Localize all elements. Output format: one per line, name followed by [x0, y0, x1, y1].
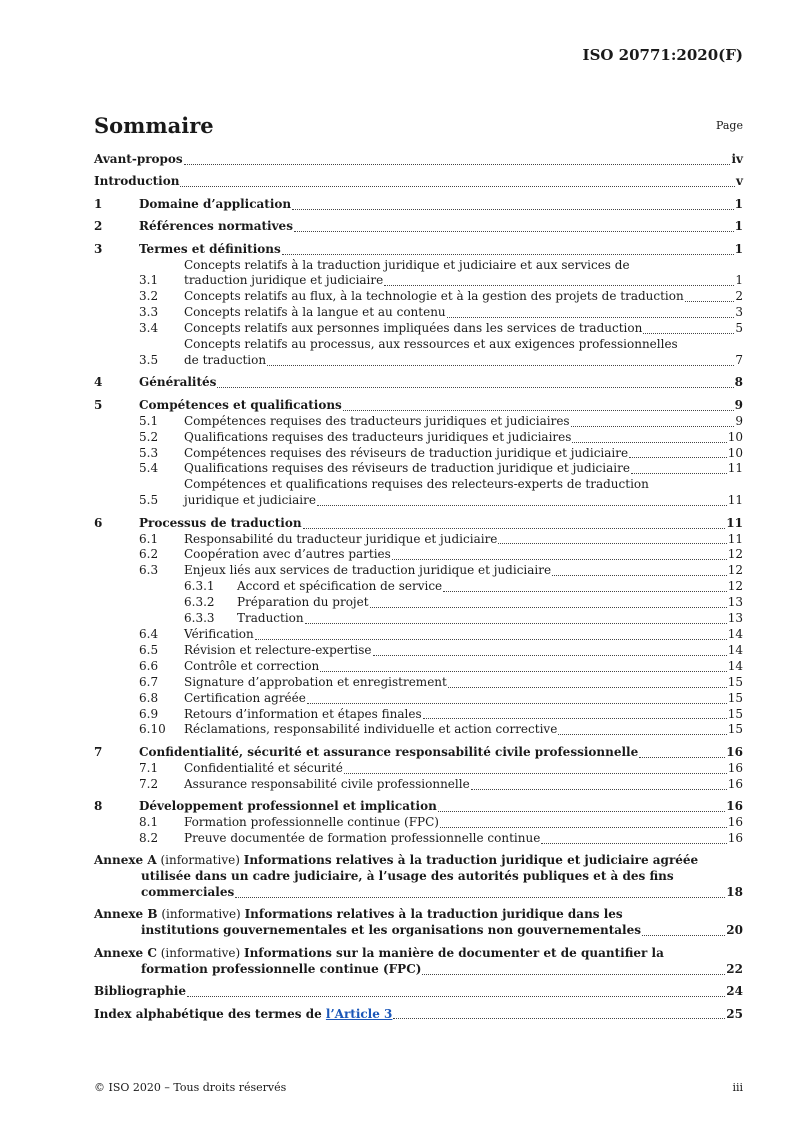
toc-entry-6-9[interactable]: 6.9 Retours d’information et étapes finales 15	[139, 706, 743, 721]
toc-entry-3-3[interactable]: 3.3 Concepts relatifs à la langue et au contenu 3	[139, 305, 743, 320]
toc-entry-6-3-3[interactable]: 6.3.3 Traduction 13	[184, 611, 743, 626]
toc-entry-5[interactable]: 5 Compétences et qualifications 9	[94, 397, 743, 412]
toc-entry-1[interactable]: 1 Domaine d’application 1	[94, 196, 743, 211]
toc-entry-bibliographie[interactable]: Bibliographie 24	[94, 984, 743, 999]
page-title: Sommaire	[94, 113, 214, 138]
toc-entry-6-6[interactable]: 6.6 Contrôle et correction 14	[139, 658, 743, 673]
table-of-contents	[94, 152, 743, 1022]
toc-entry-5-5[interactable]: 5.5 Compétences et qualifications requises des relecteurs-experts de traduction juridique et judiciaire 11	[139, 477, 743, 508]
toc-entry-3-4[interactable]: 3.4 Concepts relatifs aux personnes impliquées dans les services de traduction 5	[139, 321, 743, 336]
toc-entry-5-4[interactable]: 5.4 Qualifications requises des réviseurs de traduction juridique et judiciaire 11	[139, 461, 743, 476]
toc-entry-annex-b[interactable]: Annexe B (informative) Informations relatives à la traduction juridique dans les institutions gouvernementales et les organisations non gouvernementales 20	[94, 907, 743, 938]
toc-entry-6-4[interactable]: 6.4 Vérification 14	[139, 626, 743, 641]
toc-entry-6[interactable]: 6 Processus de traduction 11	[94, 515, 743, 530]
page-column-label: Page	[715, 119, 743, 132]
toc-entry-8[interactable]: 8 Développement professionnel et implication 16	[94, 799, 743, 814]
toc-entry-avant-propos[interactable]: Avant-propos iv	[94, 152, 743, 166]
toc-entry-6-1[interactable]: 6.1 Responsabilité du traducteur juridique et judiciaire 11	[139, 531, 743, 546]
toc-entry-5-3[interactable]: 5.3 Compétences requises des réviseurs de traduction juridique et judiciaire 10	[139, 445, 743, 460]
toc-entry-8-2[interactable]: 8.2 Preuve documentée de formation professionnelle continue 16	[139, 830, 743, 845]
toc-entry-6-3[interactable]: 6.3 Enjeux liés aux services de traduction juridique et judiciaire 12	[139, 563, 743, 578]
article-3-link[interactable]: l’Article 3	[325, 1006, 393, 1021]
toc-entry-3-1[interactable]: 3.1 Concepts relatifs à la traduction juridique et judiciaire et aux services de traduction juridique et judiciaire 1	[139, 257, 743, 288]
toc-entry-6-3-2[interactable]: 6.3.2 Préparation du projet 13	[184, 595, 743, 610]
copyright-notice: © ISO 2020 – Tous droits réservés	[94, 1081, 287, 1094]
toc-entry-6-10[interactable]: 6.10 Réclamations, responsabilité individuelle et action corrective 15	[139, 722, 743, 737]
toc-entry-8-1[interactable]: 8.1 Formation professionnelle continue (FPC) 16	[139, 814, 743, 829]
toc-entry-2[interactable]: 2 Références normatives 1	[94, 219, 743, 234]
toc-entry-6-5[interactable]: 6.5 Révision et relecture-expertise 14	[139, 642, 743, 657]
toc-entry-6-3-1[interactable]: 6.3.1 Accord et spécification de service 12	[184, 579, 743, 594]
toc-entry-annex-a[interactable]: Annexe A (informative) Informations relatives à la traduction juridique et judiciaire agréée utilisée dans un cadre judiciaire, à l’usage des autorités publiques et à des fins commerciales 18	[94, 853, 743, 900]
toc-entry-annex-c[interactable]: Annexe C (informative) Informations sur la manière de documenter et de quantifier la formation professionnelle continue (FPC) 22	[94, 945, 743, 976]
toc-entry-index[interactable]: Index alphabétique des termes de l’Article 3 25	[94, 1006, 743, 1021]
toc-entry-6-7[interactable]: 6.7 Signature d’approbation et enregistrement 15	[139, 674, 743, 689]
toc-entry-5-1[interactable]: 5.1 Compétences requises des traducteurs juridiques et judiciaires 9	[139, 413, 743, 428]
toc-entry-4[interactable]: 4 Généralités 8	[94, 375, 743, 390]
document-id: ISO 20771:2020(F)	[582, 46, 743, 64]
toc-entry-3-2[interactable]: 3.2 Concepts relatifs au flux, à la technologie et à la gestion des projets de traduction 2	[139, 289, 743, 304]
toc-entry-7-2[interactable]: 7.2 Assurance responsabilité civile professionnelle 16	[139, 776, 743, 791]
toc-entry-7[interactable]: 7 Confidentialité, sécurité et assurance responsabilité civile professionnelle 16	[94, 744, 743, 759]
page-footer	[94, 1081, 743, 1094]
toc-entry-6-8[interactable]: 6.8 Certification agréée 15	[139, 690, 743, 705]
page-number: iii	[732, 1081, 743, 1094]
toc-entry-3-5[interactable]: 3.5 Concepts relatifs au processus, aux ressources et aux exigences professionnelles de traduction 7	[139, 337, 743, 367]
toc-entry-6-2[interactable]: 6.2 Coopération avec d’autres parties 12	[139, 547, 743, 562]
toc-entry-5-2[interactable]: 5.2 Qualifications requises des traducteurs juridiques et judiciaires 10	[139, 429, 743, 444]
toc-entry-7-1[interactable]: 7.1 Confidentialité et sécurité 16	[139, 760, 743, 775]
toc-entry-3[interactable]: 3 Termes et définitions 1	[94, 241, 743, 256]
toc-entry-introduction[interactable]: Introduction v	[94, 174, 743, 189]
